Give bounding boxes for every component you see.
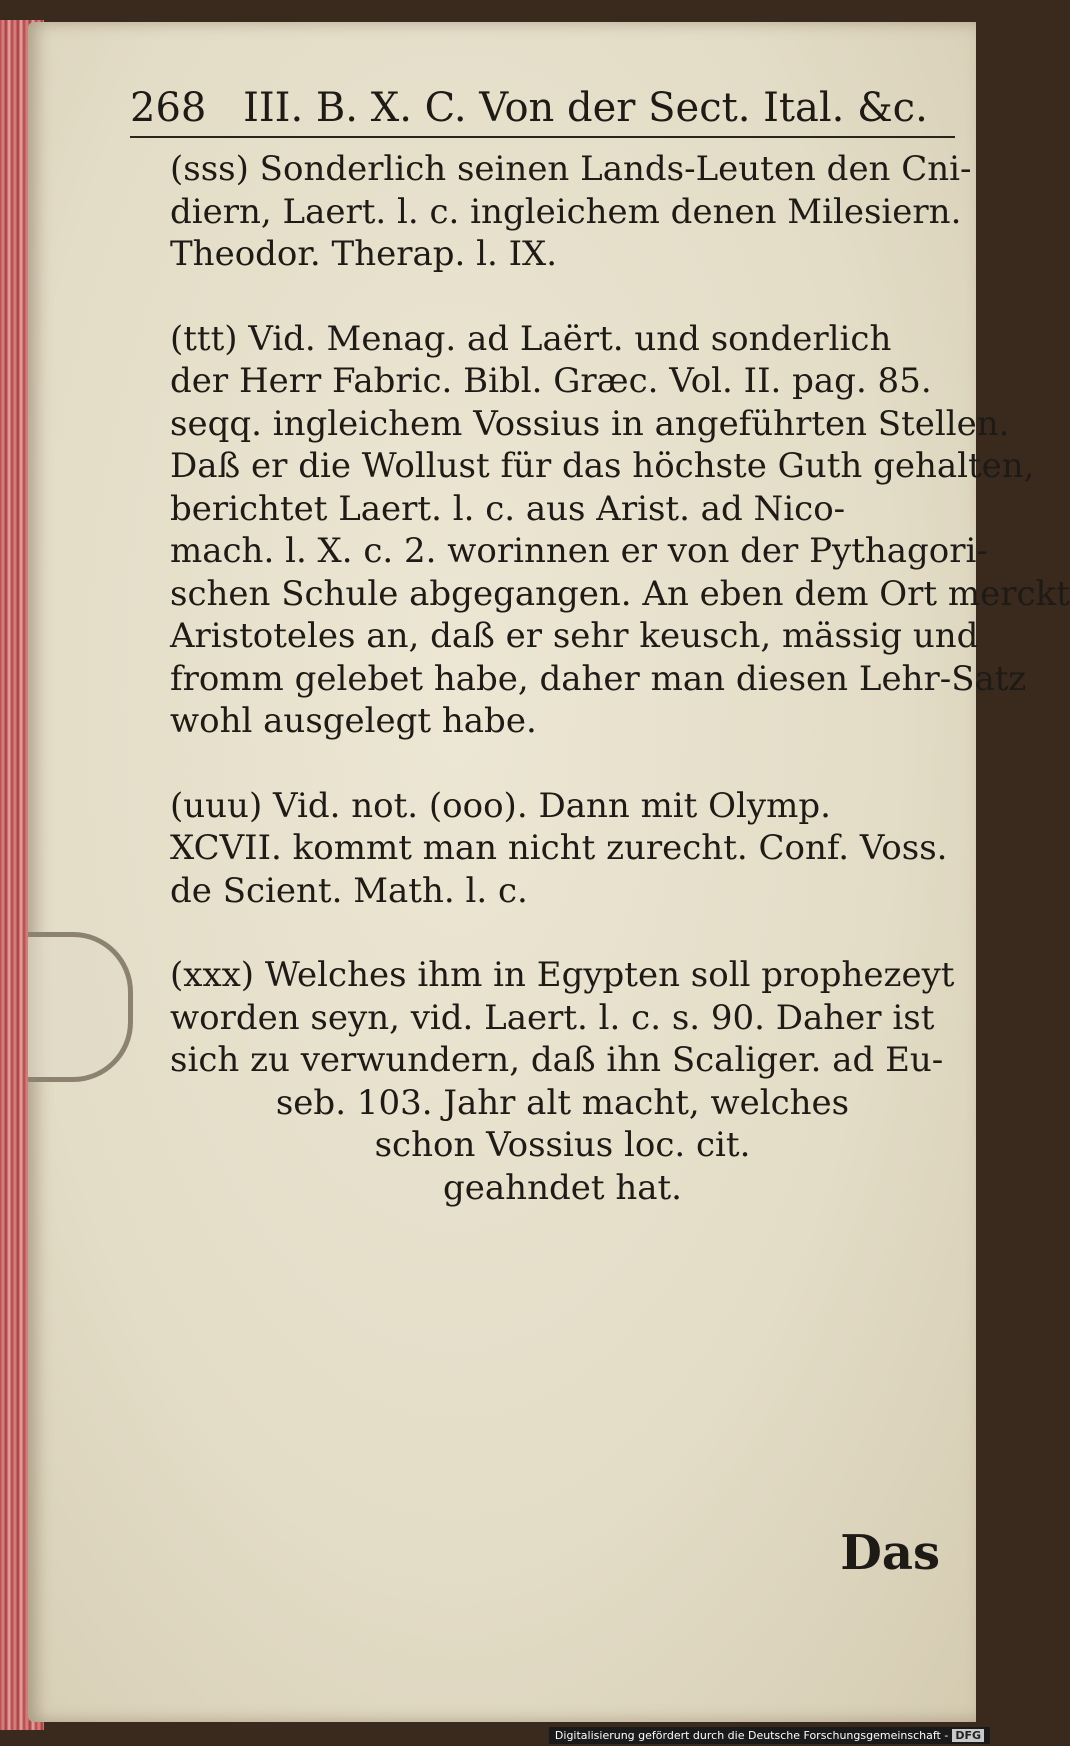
note-uuu <box>130 785 955 913</box>
note-line: fromm gelebet habe, daher man diesen Lehr-Satz <box>170 658 1027 699</box>
dfg-logo: DFG <box>952 1729 984 1742</box>
note-line: der Herr Fabric. Bibl. Græc. Vol. II. pag. 85. <box>170 361 932 401</box>
credit-text: Digitalisierung gefördert durch die Deutsche Forschungsgemeinschaft - <box>554 1729 949 1742</box>
note-line: diern, Laert. l. c. ingleichem denen Milesiern. <box>170 191 962 232</box>
note-ttt <box>130 318 1070 743</box>
running-title: III. B. X. C. Von der Sect. Ital. &c. <box>243 85 928 131</box>
catchword: Das <box>840 1525 940 1581</box>
note-line-centered: seb. 103. Jahr alt macht, welches <box>275 1082 850 1123</box>
note-line: (sss) Sonderlich seinen Lands-Leuten den Cni- <box>170 149 972 189</box>
note-line: Daß er die Wollust für das höchste Guth gehalten, <box>170 446 1035 486</box>
note-line: (xxx) Welches ihm in Egypten soll prophezeyt <box>170 955 955 995</box>
note-line-centered: schon Vossius loc. cit. <box>374 1125 751 1165</box>
note-line: XCVII. kommt man nicht zurecht. Conf. Voss. <box>170 828 948 868</box>
note-line: schen Schule abgegangen. An eben dem Ort merckt <box>170 573 1070 614</box>
digitization-credit <box>549 1727 990 1744</box>
note-line: seqq. ingleichem Vossius in angeführten Stellen. <box>170 403 1010 444</box>
note-line: mach. l. X. c. 2. worinnen er von der Pythagori- <box>170 531 988 571</box>
note-line: Theodor. Therap. l. IX. <box>170 234 558 274</box>
note-line: sich zu verwundern, daß ihn Scaliger. ad Eu- <box>170 1040 944 1080</box>
note-line: berichtet Laert. l. c. aus Arist. ad Nico- <box>170 488 846 529</box>
note-line: wohl ausgelegt habe. <box>170 701 537 741</box>
note-line: de Scient. Math. l. c. <box>170 870 528 911</box>
note-line-centered: geahndet hat. <box>443 1167 682 1208</box>
note-line: worden seyn, vid. Laert. l. c. s. 90. Daher ist <box>170 997 935 1038</box>
note-line: (ttt) Vid. Menag. ad Laërt. und sonderlich <box>170 318 892 359</box>
page-number: 268 <box>130 85 207 131</box>
note-sss <box>130 148 972 276</box>
footnotes-body <box>130 148 1070 1251</box>
running-header <box>130 80 955 138</box>
note-line: Aristoteles an, daß er sehr keusch, mässig und <box>170 616 979 656</box>
note-xxx <box>130 954 955 1209</box>
page-clip <box>28 932 133 1082</box>
note-line: (uuu) Vid. not. (ooo). Dann mit Olymp. <box>170 785 831 826</box>
